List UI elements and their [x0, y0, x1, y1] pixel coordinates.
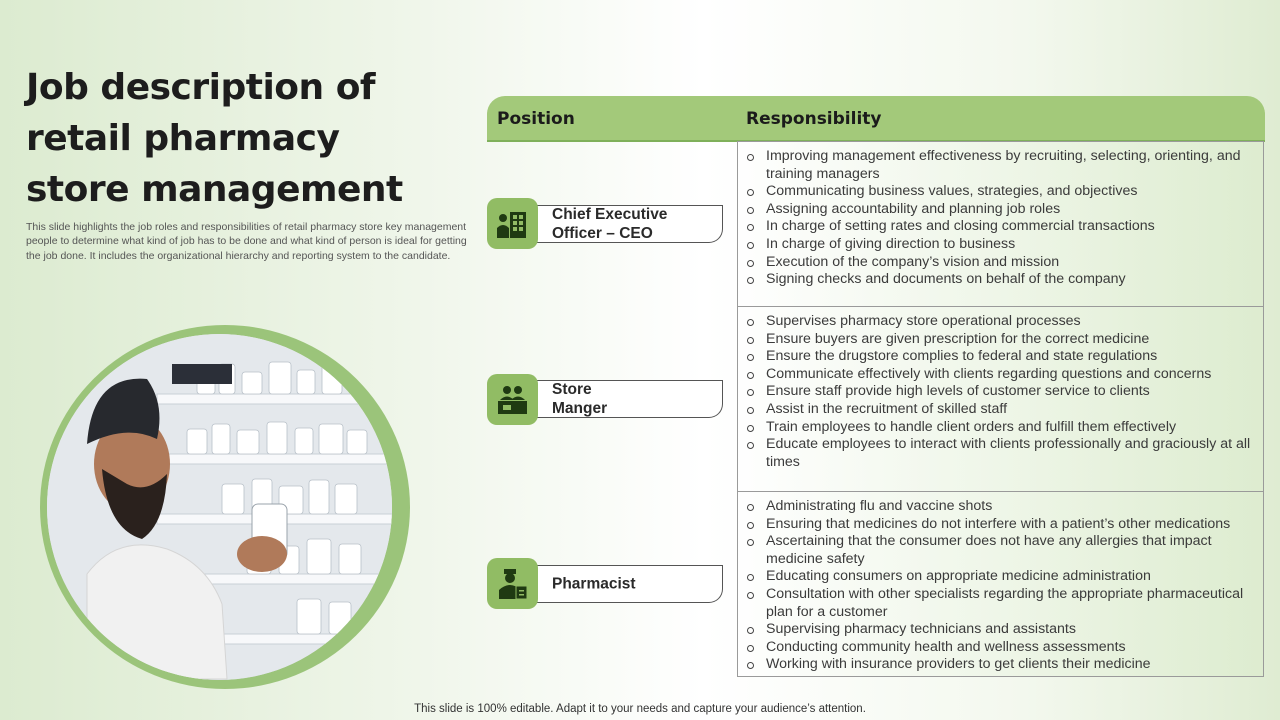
page-subtitle: This slide highlights the job roles and responsibilities of retail pharmacy store key management people to determine what kind of job has to be done and what kind of person is ideal for getting the job done. It includes the organizational hierarchy and reporting system to the candidate. [26, 221, 467, 262]
list-item: Supervising pharmacy technicians and assistants [746, 621, 1253, 639]
list-item: Educating consumers on appropriate medicine administration [746, 568, 1253, 586]
list-item: Ensuring that medicines do not interfere with a patient’s other medications [746, 516, 1253, 534]
position-name: Pharmacist [552, 575, 636, 593]
ceo-building-icon [487, 198, 538, 249]
store-manager-icon [487, 374, 538, 425]
list-item: Ensure buyers are given prescription for the correct medicine [746, 331, 1253, 349]
position-name: Store Manger [552, 381, 608, 417]
responsibility-list [746, 498, 1253, 674]
responsibility-list [746, 148, 1253, 289]
responsibility-cell-ceo [737, 141, 1264, 307]
header-position: Position [497, 109, 575, 129]
list-item: Signing checks and documents on behalf of the company [746, 271, 1253, 289]
list-item: Educate employees to interact with clients professionally and graciously at all times [746, 436, 1253, 471]
list-item: Improving management effectiveness by recruiting, selecting, orienting, and training managers [746, 148, 1253, 183]
list-item: In charge of setting rates and closing commercial transactions [746, 218, 1253, 236]
position-label-ceo [520, 205, 723, 243]
list-item: Execution of the company’s vision and mission [746, 254, 1253, 272]
list-item: Ensure the drugstore complies to federal and state regulations [746, 348, 1253, 366]
list-item: Consultation with other specialists regarding the appropriate pharmaceutical plan for a customer [746, 586, 1253, 621]
position-label-store-manager [520, 380, 723, 418]
position-label-pharmacist [520, 565, 723, 603]
header-responsibility: Responsibility [746, 109, 882, 129]
pharmacist-icon [487, 558, 538, 609]
page-title: Job description of retail pharmacy store management [26, 67, 403, 210]
list-item: Supervises pharmacy store operational processes [746, 313, 1253, 331]
list-item: Ascertaining that the consumer does not have any allergies that impact medicine safety [746, 533, 1253, 568]
list-item: Assist in the recruitment of skilled staff [746, 401, 1253, 419]
list-item: Communicating business values, strategies, and objectives [746, 183, 1253, 201]
table-header [487, 96, 1265, 140]
pharmacist-photo [47, 334, 392, 680]
list-item: Conducting community health and wellness assessments [746, 639, 1253, 657]
list-item: Ensure staff provide high levels of customer service to clients [746, 383, 1253, 401]
responsibility-cell-pharmacist [737, 492, 1264, 677]
footer-note: This slide is 100% editable. Adapt it to your needs and capture your audience’s attention. [414, 703, 866, 715]
list-item: Communicate effectively with clients regarding questions and concerns [746, 366, 1253, 384]
list-item: Administrating flu and vaccine shots [746, 498, 1253, 516]
list-item: Assigning accountability and planning job roles [746, 201, 1253, 219]
responsibility-cell-store-manager [737, 307, 1264, 492]
responsibility-list [746, 313, 1253, 471]
list-item: In charge of giving direction to business [746, 236, 1253, 254]
list-item: Working with insurance providers to get clients their medicine [746, 656, 1253, 674]
position-name: Chief Executive Officer – CEO [552, 206, 668, 242]
list-item: Train employees to handle client orders and fulfill them effectively [746, 419, 1253, 437]
